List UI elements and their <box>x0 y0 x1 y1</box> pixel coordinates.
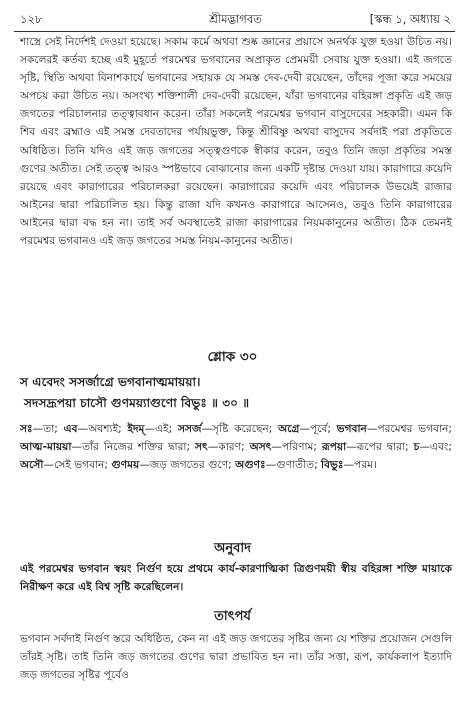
verse-line-2: সদসদ্রূপয়া চাসৌ গুণময়্যাগুণো বিভুঃ ॥ ৩০ ॥ <box>24 396 250 410</box>
purport-text: ভগবান সর্বদাই নির্গুণ স্তরে অধিষ্ঠিত, কেন না এই জড় জগতের সৃষ্টির জন্য যে শক্তির প্রয়োজন সেগুলি তাঁরই সৃষ্টি। তাই তিনি জড় জগতের গুণের দ্বারা প্রভাবিত হন না। তাঁর সত্তা, রূপ, কার্যকলাপ ইত্যাদি জড় জগতের সৃষ্টির পূর্বেও <box>20 633 452 682</box>
body-paragraph: শাস্ত্রে সেই নির্দেশই দেওয়া হয়েছে। সকাম কর্মে অথবা শুষ্ক জ্ঞানের প্রয়াসে অনর্থক যুক্ত হওয়া উচিত নয়। সকলেরই কর্তব্য হচ্ছে এই মুহূর্তে পরমেশ্বর ভগবানের অপ্রাকৃত প্রেমময়ী সেবায় যুক্ত হওয়া। এই জগতে সৃষ্টি, স্থিতি অথবা বিনাশকার্যে ভগবানের সহায়ক যে সমস্ত দেব-দেবী রয়েছেন, তাঁদের পূজা করে সময়ের অপচয় করা উচিত নয়। অসংখ্য শক্তিশালী দেব-দেবী রয়েছেন, যাঁরা ভগবানের বহিরঙ্গা প্রকৃতি এই জড় জগতের পরিচালনার তত্ত্বাবধান করেন। তাঁরা সকলেই পরমেশ্বর ভগবান বাসুদেবের সহকারী। এমন কি শিব এবং ব্রহ্মাও এই সমস্ত দেবতাদের পর্যায়ভুক্ত, কিন্তু শ্রীবিষ্ণু অথবা বাসুদেব সর্বদাই পরা প্রকৃতিতে অধিষ্ঠিত। তিনি যদিও এই জড় জগতের সত্ত্বগুণকে স্বীকার করেন, তবুও তিনি জড়া প্রকৃতির সমস্ত গুণের অতীত। সেই তত্ত্ব আরও স্পষ্টভাবে বোঝানোর জন্য একটি দৃষ্টান্ত দেওয়া যায়। কারাগারে কয়েদি রয়েছে এবং কারাগারের পরিচালকরা রয়েছেন। কারাগারের কয়েদি এবং পরিচালক উভয়েই রাজার আইনের দ্বারা পরিচালিত হয়। কিন্তু রাজা যদি কখনও কারাগারে আসেনও, তবুও তিনি কারাগারের আইনের দ্বারা বদ্ধ হন না। তাই সর্ব অবস্থাতেই রাজা কারাগারের নিয়মকানুনের অতীত। ঠিক তেমনই পরমেশ্বর ভগবানও এই জড় জগতের সমস্ত নিয়ম-কানুনের অতীত। <box>20 36 452 248</box>
synonym-word: রূপয়া <box>321 441 347 454</box>
verse-line-1: স এবেদং সসর্জাগ্রে ভগবানাত্মমায়য়া। <box>20 375 201 389</box>
synonym-meaning: —পরিণাম; <box>271 441 322 454</box>
synonym-word: চ <box>413 441 420 454</box>
section-reference: [স্কন্ধ ১, অধ্যায় ২ <box>369 12 451 26</box>
synonym-word: সঃ <box>20 423 33 435</box>
header-rule <box>14 31 455 32</box>
synonym-word: বিভুঃ <box>321 459 344 472</box>
synonym-word: সৎ <box>195 441 208 454</box>
synonym-word: ভগবান <box>336 423 367 435</box>
synonym-word: অগ্রে <box>278 423 300 435</box>
synonym-meaning: —জড় জগতের গুণে; <box>139 459 236 472</box>
synonym-word: এব <box>63 423 78 435</box>
page-header <box>20 9 451 29</box>
synonym-meaning: —পূর্বে; <box>299 423 337 435</box>
synonym-meaning: —গুণাতীত; <box>265 459 322 472</box>
verse-text <box>20 372 452 414</box>
synonym-meaning: —পরমেশ্বর ভগবান; <box>366 423 452 435</box>
synonym-word: অসৌ <box>20 459 44 472</box>
synonym-meaning: —এবং; <box>419 441 452 454</box>
synonym-meaning: —সেই ভগবান; <box>43 459 112 472</box>
translation-heading: অনুবাদ <box>214 541 251 556</box>
book-title: শ্রীমদ্ভাগবত <box>209 12 262 26</box>
synonym-word: অগুণঃ <box>235 459 266 472</box>
synonym-meaning: —কারণ; <box>207 441 250 454</box>
synonym-word: আত্ম-মায়য়া <box>20 441 72 454</box>
synonym-meaning: —রূপের দ্বারা; <box>346 441 414 454</box>
synonym-word: গুণময় <box>111 459 140 472</box>
translation-text: এই পরমেশ্বর ভগবান স্বয়ং নির্গুণ হয়ে প্রথমে কার্য-কারণাত্মিকা ত্রিগুণময়ী স্বীয় বহিরঙ্গা শক্তি মায়াকে নিরীক্ষণ করে এই বিশ্ব সৃষ্টি করেছিলেন। <box>20 563 452 594</box>
synonym-meaning: —তাঁর নিজের শক্তির দ্বারা; <box>71 441 196 454</box>
synonym-meaning: —তা; <box>32 423 64 435</box>
verse-heading: শ্লোক ৩০ <box>207 349 258 365</box>
synonym-meaning: —সৃষ্টি করেছেন; <box>201 423 279 435</box>
synonym-meaning: —এই; <box>144 423 178 435</box>
synonym-word: অসৎ <box>249 441 272 454</box>
page-number: ১২৮ <box>20 12 43 26</box>
synonym-meaning: —অবশ্যই; <box>77 423 128 435</box>
synonym-word: সসর্জ <box>177 423 202 435</box>
synonym-meaning: —পরম। <box>343 459 377 472</box>
synonym-word: ইদম্ <box>127 423 145 435</box>
synonyms-block <box>20 420 452 474</box>
purport-heading: তাৎপর্য <box>214 609 251 624</box>
